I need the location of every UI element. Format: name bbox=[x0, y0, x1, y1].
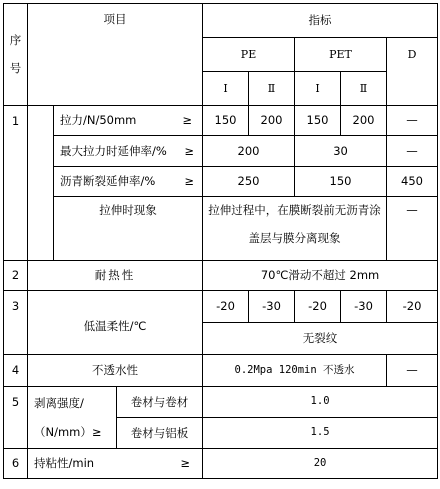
tensile-pe-2: 200 bbox=[249, 106, 295, 136]
low-temp-pet-2: -30 bbox=[341, 291, 387, 323]
row-5-peel-a bbox=[4, 387, 438, 418]
peel-label-line-1: 剥离强度/ bbox=[34, 395, 84, 410]
tensile-pet-1: 150 bbox=[295, 106, 341, 136]
tensile-op: ≥ bbox=[182, 113, 193, 128]
elong-break-pet: 150 bbox=[295, 167, 387, 197]
tensile-pe-1: 150 bbox=[203, 106, 249, 136]
tensile-pet-2: 200 bbox=[341, 106, 387, 136]
low-temp-pe-1: -20 bbox=[203, 291, 249, 323]
header-pet-grade-1: Ⅰ bbox=[295, 72, 341, 106]
impermeable-d: — bbox=[387, 355, 438, 387]
header-pe-grade-2: Ⅱ bbox=[249, 72, 295, 106]
low-temp-label: 低温柔性/℃ bbox=[28, 291, 203, 355]
phenomenon-d: — bbox=[387, 197, 438, 261]
low-temp-result: 无裂纹 bbox=[203, 323, 438, 355]
row-1-elong-max bbox=[4, 136, 438, 167]
header-row-1 bbox=[4, 4, 438, 38]
elong-break-pe: 250 bbox=[203, 167, 295, 197]
header-pe: PE bbox=[203, 38, 295, 72]
row-3-low-temp bbox=[4, 291, 438, 323]
row-1-phenomenon bbox=[4, 197, 438, 261]
peel-sub-1: 卷材与卷材 bbox=[117, 387, 203, 418]
elong-break-d: 450 bbox=[387, 167, 438, 197]
peel-label-line-2: （N/mm）≥ bbox=[34, 424, 102, 439]
row-1-tensile bbox=[4, 106, 438, 136]
elong-break-label: 沥青断裂延伸率/% bbox=[60, 174, 156, 189]
row-2-number: 2 bbox=[4, 261, 28, 291]
row-1-elong-break bbox=[4, 167, 438, 197]
tensile-label: 拉力/N/50mm bbox=[60, 113, 137, 128]
row-4-impermeable bbox=[4, 355, 438, 387]
elong-max-d: — bbox=[387, 136, 438, 167]
header-pet: PET bbox=[295, 38, 387, 72]
row-1-spacer bbox=[28, 106, 54, 261]
low-temp-pe-2: -30 bbox=[249, 291, 295, 323]
header-pet-grade-2: Ⅱ bbox=[341, 72, 387, 106]
phenomenon-label: 拉伸时现象 bbox=[54, 197, 203, 261]
header-seq: 序号 bbox=[4, 4, 28, 106]
impermeable-value: 0.2Mpa 120min 不透水 bbox=[203, 355, 387, 387]
peel-sub-2: 卷材与铝板 bbox=[117, 418, 203, 449]
impermeable-label: 不透水性 bbox=[28, 355, 203, 387]
row-4-number: 4 bbox=[4, 355, 28, 387]
row-3-number: 3 bbox=[4, 291, 28, 355]
row-6-tack bbox=[4, 449, 438, 479]
low-temp-pet-1: -20 bbox=[295, 291, 341, 323]
heat-label: 耐热性 bbox=[28, 261, 203, 291]
elong-max-pe: 200 bbox=[203, 136, 295, 167]
tensile-label-cell bbox=[54, 106, 203, 136]
tack-op: ≥ bbox=[180, 456, 191, 471]
header-d: D bbox=[387, 38, 438, 106]
row-1-number: 1 bbox=[4, 106, 28, 261]
tensile-d: — bbox=[387, 106, 438, 136]
row-2-heat bbox=[4, 261, 438, 291]
row-5-number: 5 bbox=[4, 387, 28, 449]
tack-label: 持粘性/min bbox=[34, 456, 95, 471]
elong-break-op: ≥ bbox=[184, 174, 195, 189]
elong-max-label-cell bbox=[54, 136, 203, 167]
peel-value-1: 1.0 bbox=[203, 387, 438, 418]
peel-label-cell bbox=[28, 387, 117, 449]
low-temp-d: -20 bbox=[387, 291, 438, 323]
header-indicator: 指标 bbox=[203, 4, 438, 38]
tack-label-cell bbox=[28, 449, 203, 479]
elong-break-label-cell bbox=[54, 167, 203, 197]
elong-max-op: ≥ bbox=[184, 143, 195, 158]
heat-value: 70℃滑动不超过 2mm bbox=[203, 261, 438, 291]
header-item: 项目 bbox=[28, 4, 203, 106]
header-pe-grade-1: Ⅰ bbox=[203, 72, 249, 106]
peel-value-2: 1.5 bbox=[203, 418, 438, 449]
elong-max-label: 最大拉力时延伸率/% bbox=[60, 143, 167, 158]
tack-value: 20 bbox=[203, 449, 438, 479]
phenomenon-value: 拉伸过程中，在膜断裂前无沥青涂盖层与膜分离现象 bbox=[203, 197, 387, 261]
row-6-number: 6 bbox=[4, 449, 28, 479]
elong-max-pet: 30 bbox=[295, 136, 387, 167]
spec-table bbox=[3, 3, 438, 479]
